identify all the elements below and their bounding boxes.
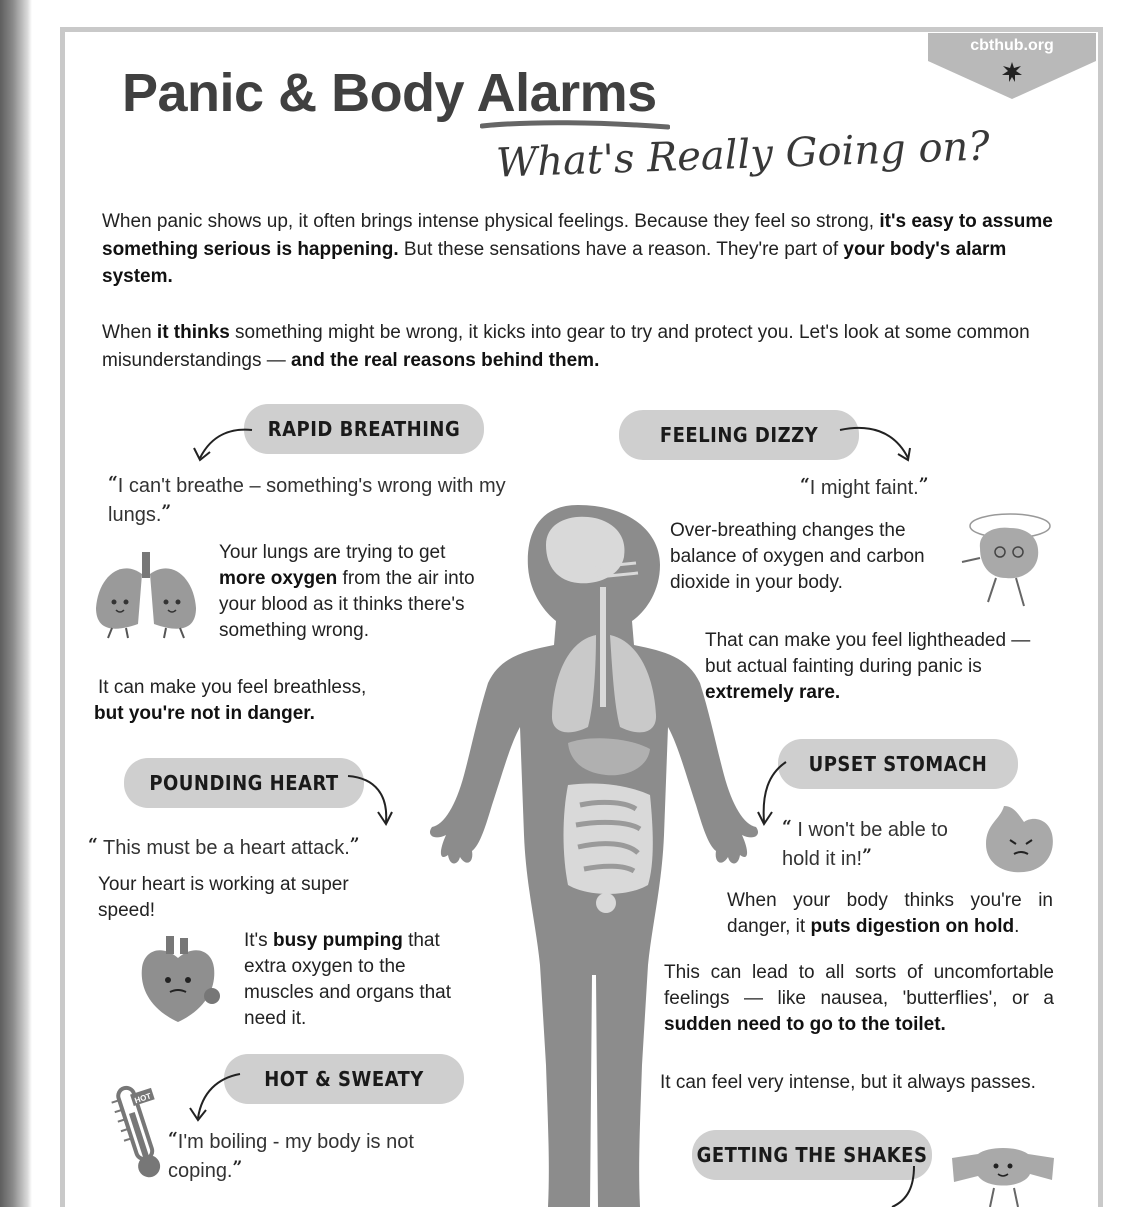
- quote-upset-stomach: “ I won't be able to hold it in!”: [782, 817, 948, 870]
- thermometer-icon: [108, 1082, 168, 1182]
- note-upset-stomach: This can lead to all sorts of uncomfortable feelings — like nausea, 'butterflies', or a sudden need to go to the toilet.: [664, 962, 1054, 1035]
- label-upset-stomach: UPSET STOMACH: [778, 739, 1018, 789]
- page-shadow: [0, 0, 32, 1207]
- quote-pounding-heart: “ This must be a heart attack.”: [88, 835, 360, 859]
- label-hot-sweaty: HOT & SWEATY: [224, 1054, 464, 1104]
- note-feeling-dizzy: That can make you feel lightheaded — but actual fainting during panic is extremely rare.: [705, 630, 1031, 703]
- label-getting-shakes: GETTING THE SHAKES: [692, 1130, 932, 1180]
- arrow-icon: [838, 424, 912, 464]
- label-pounding-heart: POUNDING HEART: [124, 758, 364, 808]
- explain-pounding-heart: Your heart is working at super speed!: [98, 874, 349, 921]
- explain-upset-stomach: When your body thinks you're in danger, it puts digestion on hold.: [727, 890, 1053, 937]
- quote-rapid-breathing: “I can't breathe – something's wrong with my lungs.”: [108, 473, 506, 526]
- stomach-icon: [974, 800, 1062, 876]
- lungs-icon: [90, 548, 202, 638]
- title-underline: [480, 118, 670, 132]
- arrow-icon: [192, 424, 254, 464]
- page-subtitle: What's Really Going on?: [495, 123, 991, 187]
- intro-paragraph-2: When it thinks something might be wrong, it kicks into gear to try and protect you. Let's look at some common misunderstandings — and the real reasons behind them.: [102, 322, 1030, 371]
- quote-feeling-dizzy: “I might faint.”: [800, 475, 929, 499]
- thermometer-label: HOT: [133, 1091, 153, 1106]
- page-title: Panic & Body Alarms: [122, 63, 657, 123]
- explain-feeling-dizzy: Over-breathing changes the balance of oxygen and carbon dioxide in your body.: [670, 520, 925, 593]
- note2-upset-stomach: It can feel very intense, but it always passes.: [660, 1072, 1036, 1093]
- quote-hot-sweaty: “I'm boiling - my body is not coping.”: [168, 1129, 414, 1182]
- arrow-icon: [880, 1164, 920, 1207]
- muscle-icon: [948, 1144, 1058, 1207]
- arrow-icon: [190, 1070, 242, 1122]
- dizzy-brain-icon: [956, 506, 1056, 612]
- intro-paragraph-1: When panic shows up, it often brings intense physical feelings. Because they feel so strong, it's easy to assume something serious is happening. But these sensations have a reason. They're part of your body's alarm system.: [102, 211, 1053, 287]
- worksheet-page: [32, 0, 1133, 1207]
- label-rapid-breathing: RAPID BREATHING: [244, 404, 484, 454]
- site-label: cbthub.org: [970, 37, 1054, 54]
- note-pounding-heart: It's busy pumping that extra oxygen to the muscles and organs that need it.: [244, 930, 452, 1029]
- arrow-icon: [346, 772, 394, 826]
- heart-icon: [136, 936, 222, 1026]
- label-feeling-dizzy: FEELING DIZZY: [619, 410, 859, 460]
- note-rapid-breathing: It can make you feel breathless, but you're not in danger.: [94, 677, 367, 724]
- explain-rapid-breathing: Your lungs are trying to get more oxygen from the air into your blood as it thinks there's something wrong.: [219, 542, 475, 641]
- star-icon: [1002, 62, 1022, 82]
